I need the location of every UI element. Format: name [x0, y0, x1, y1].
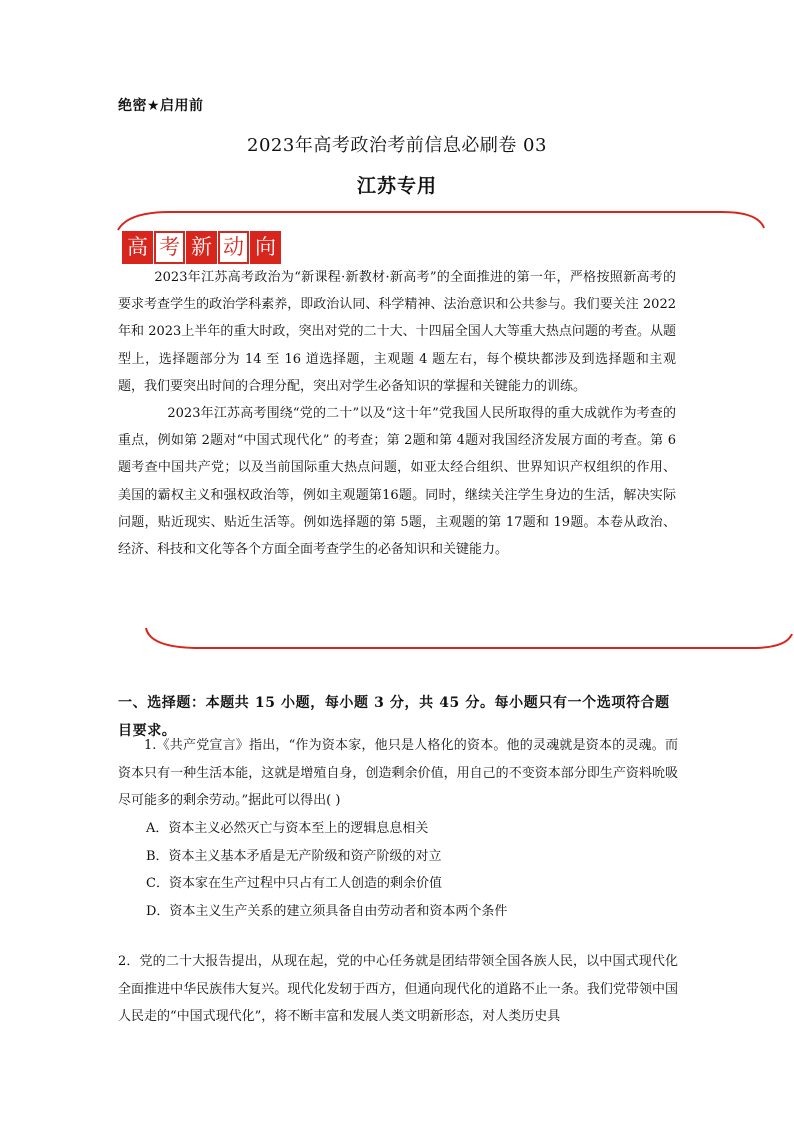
- section-heading: 一、选择题：本题共 15 小题，每小题 3 分，共 45 分。每小题只有一个选项符合题目要求。: [118, 695, 670, 739]
- question-2: [118, 948, 678, 1031]
- question-stem: 1.《共产党宣言》指出，“作为资本家，他只是人格化的资本。他的灵魂就是资本的灵魂。而资本只有一种生活本能，这就是增殖自身，创造剩余价值，用自己的不变资本部分即生产资料吮吸尽可能多的剩余劳动。”据此可以得出( ): [118, 738, 678, 808]
- option-a: A．资本主义必然灭亡与资本至上的逻辑息息相关: [146, 821, 429, 836]
- paper-subtitle: 江苏专用: [356, 175, 437, 197]
- intro-paragraph: 2023年江苏高考政治为“新课程·新教材·新高考”的全面推进的第一年，严格按照新高考的要求考查学生的政治学科素养，即政治认同、科学精神、法治意识和公共参与。我们要关注 2022年和 2023上半年的重大时政，突出对党的二十大、十四届全国人大等重大热点问题的考查。从题型上，选择题部分为 14 至 16 道选择题，主观题 4 题左右，每个模块都涉及到选择题和主观题，我们要突出时间的合理分配，突出对学生必备知识的掌握和关键能力的训练。: [118, 270, 676, 394]
- badge-char: 新: [186, 231, 217, 264]
- intro-paragraph: 2023年江苏高考围绕“党的二十”以及“这十年”党我国人民所取得的重大成就作为考查的重点，例如第 2题对“中国式现代化” 的考查；第 2题和第 4题对我国经济发展方面的考查。第 6题考查中国共产党；以及当前国际重大热点问题，如亚太经合组织、世界知识产权组织的作用、美国的霸权主义和强权政治等，例如主观题第16题。同时，继续关注学生身边的生活，解决实际问题，贴近现实、贴近生活等。例如选择题的第 5题，主观题的第 17题和 19题。本卷从政治、经济、科技和文化等各个方面全面考查学生的必备知识和关键能力。: [118, 406, 676, 558]
- option-c: C．资本家在生产过程中只占有工人创造的剩余价值: [146, 876, 442, 892]
- badge-char: 向: [250, 231, 281, 264]
- question-stem: 2．党的二十大报告提出，从现在起，党的中心任务就是团结带领全国各族人民，以中国式现代化全面推进中华民族伟大复兴。现代化发轫于西方，但通向现代化的道路不止一条。我们党带领中国人民走的“中国式现代化”，将不断丰富和发展人类文明新形态，对人类历史具: [118, 954, 678, 1024]
- badge-char: 动: [218, 231, 249, 264]
- gaokao-trend-badge: [122, 231, 281, 264]
- paper-title: 2023年高考政治考前信息必刷卷 03: [247, 135, 547, 156]
- option-d: D．资本主义生产关系的建立须具备自由劳动者和资本两个条件: [146, 903, 508, 919]
- frame-bottom-curve: [146, 628, 792, 648]
- confidential-label: 绝密★启用前: [118, 98, 204, 114]
- option-b: B．资本主义基本矛盾是无产阶级和资产阶级的对立: [146, 848, 442, 864]
- question-1-options: [146, 815, 507, 925]
- badge-char: 考: [154, 231, 185, 264]
- intro-text: [118, 264, 676, 563]
- question-1: [118, 732, 678, 815]
- frame-top-curve: [118, 212, 764, 230]
- badge-char: 高: [122, 231, 153, 264]
